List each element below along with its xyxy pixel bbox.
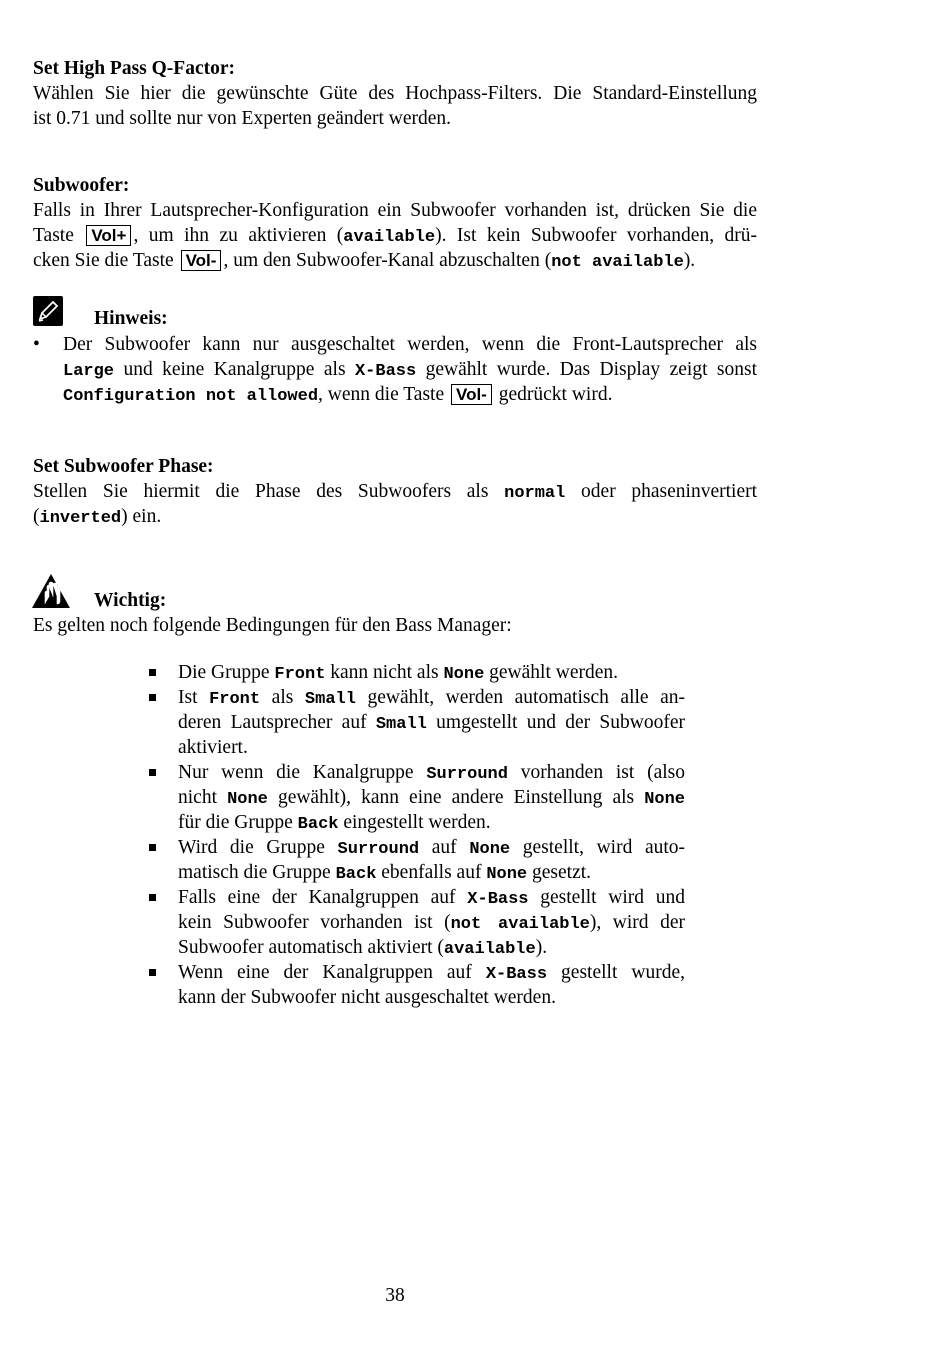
paragraph-subwoofer-phase [33,479,757,529]
text-line [178,760,685,785]
paragraph-high-pass-q [33,81,757,131]
text-line [178,835,685,860]
code-surround: Surround [426,765,508,784]
text: , um ihn zu aktivieren ( [133,225,344,246]
list-item [144,760,685,835]
text: gewählt wurde. Das Display zeigt sonst [425,359,758,380]
bullet-square-icon [149,669,156,676]
warning-hand-icon [31,573,71,609]
code-available: available [443,940,536,959]
code-normal: normal [504,484,566,503]
text-line [178,785,685,810]
section-high-pass-q [33,57,757,131]
text: gewählt), kann eine andere Einstellung als [277,787,635,808]
text: ) ein. [121,506,162,527]
text-line [33,479,757,504]
text: vorhanden ist (also [520,762,686,783]
list-item [144,885,685,960]
text-line [63,382,757,407]
text: ), wird der [589,912,686,933]
text: und keine Kanalgruppe als [123,359,346,380]
text-line [178,810,685,835]
code-back: Back [297,815,339,834]
code-none: None [469,840,511,859]
text: gewählt, werden automatisch alle an- [367,687,686,708]
bullet-square-icon [149,894,156,901]
text: kein Subwoofer vorhanden ist ( [178,912,451,933]
text-line: Der Subwoofer kann nur ausgeschaltet werden, wenn die Front-Lautsprecher als [63,334,757,355]
code-front: Front [274,665,326,684]
text-line [178,660,685,685]
code-x-bass: X-Bass [354,362,417,381]
text: cken Sie die Taste [33,250,174,271]
text: gewählt werden. [489,662,619,683]
bullet-square-icon [149,844,156,851]
text: ). [535,937,548,958]
text: für die Gruppe [178,812,293,833]
code-available: available [343,228,436,247]
text: oder phaseninvertiert [581,481,758,502]
vol-plus-key: Vol+ [86,225,131,246]
text: gedrückt wird. [498,384,613,405]
text-line: Wählen Sie hier die gewünschte Güte des Hochpass-Filters. Die Standard-Einstellung [33,83,757,104]
text-line [178,935,685,960]
code-small: Small [375,715,427,734]
list-item [144,960,685,1010]
wichtig-intro: Es gelten noch folgende Bedingungen für den Bass Manager: [33,615,512,636]
text: als [271,687,294,708]
text-line: aktiviert. [178,737,248,758]
text: umgestellt und der Subwoofer [436,712,685,733]
text: Wenn eine der Kanalgruppen auf [178,962,472,983]
text: kann nicht als [330,662,439,683]
text-line [178,960,685,985]
heading-high-pass-q: Set High Pass Q-Factor: [33,58,236,79]
text: ). Ist kein Subwoofer vorhanden, drü- [435,225,758,246]
code-inverted: inverted [39,509,122,528]
code-x-bass: X-Bass [467,890,529,909]
text: Stellen Sie hiermit die Phase des Subwoofers als [33,481,489,502]
heading-subwoofer-phase: Set Subwoofer Phase: [33,456,214,477]
text: gesetzt. [532,862,592,883]
pencil-note-icon [33,296,63,326]
heading-subwoofer: Subwoofer: [33,175,130,196]
code-none: None [644,790,686,809]
text: auf [431,837,457,858]
text-line [178,685,685,710]
text: Wird die Gruppe [178,837,325,858]
text: Ist [178,687,198,708]
paragraph-subwoofer [33,198,757,273]
list-item [144,685,685,760]
vol-minus-key: Vol- [181,250,222,271]
text: Falls eine der Kanalgruppen auf [178,887,456,908]
bullet-square-icon [149,769,156,776]
text-line [178,910,685,935]
hinweis-title: Hinweis: [94,308,168,329]
text-line: kann der Subwoofer nicht ausgeschaltet werden. [178,987,556,1008]
bullet-square-icon [149,969,156,976]
code-not-available: not available [551,253,684,272]
code-front: Front [209,690,261,709]
text-line [178,860,685,885]
text: ( [33,506,40,527]
text-line [33,248,757,273]
vol-minus-key: Vol- [451,384,492,405]
list-item [144,660,685,685]
code-configuration-not-allowed: Configuration not allowed [63,387,319,406]
hinweis-list [33,332,757,407]
text: ). [683,250,696,271]
text: gestellt wird und [540,887,686,908]
code-back: Back [335,865,377,884]
text: gestellt, wird auto- [522,837,686,858]
section-subwoofer [33,174,757,273]
text: Taste [33,225,74,246]
text: Die Gruppe [178,662,270,683]
code-small: Small [304,690,356,709]
bullet-dot: • [33,334,40,355]
text-line [33,504,757,529]
text: , wenn die Taste [318,384,445,405]
bullet-square-icon [149,694,156,701]
code-surround: Surround [337,840,420,859]
text-line [178,885,685,910]
code-none: None [486,865,528,884]
text: matisch die Gruppe [178,862,331,883]
page-number: 38 [385,1285,405,1306]
text-line: ist 0.71 und sollte nur von Experten geändert werden. [33,108,452,129]
text-line [33,223,757,248]
code-not-available: not available [450,915,590,934]
text: Subwoofer automatisch aktiviert ( [178,937,444,958]
text: ebenfalls auf [381,862,482,883]
code-large: Large [63,362,115,381]
text: deren Lautsprecher auf [178,712,367,733]
code-none: None [443,665,485,684]
list-item [144,835,685,885]
section-subwoofer-phase [33,455,757,529]
code-none: None [227,790,268,809]
code-x-bass: X-Bass [485,965,548,984]
wichtig-title: Wichtig: [94,590,167,611]
text: gestellt wurde, [561,962,685,983]
text: Nur wenn die Kanalgruppe [178,762,414,783]
text: eingestellt werden. [343,812,491,833]
text-line [178,710,685,735]
text-line: Falls in Ihrer Lautsprecher-Konfiguration ein Subwoofer vorhanden ist, drücken Sie die [33,200,757,221]
wichtig-bullet-list [144,660,685,1010]
text: nicht [178,787,217,808]
text-line [63,357,757,382]
hinweis-item [63,332,757,407]
text: , um den Subwoofer-Kanal abzuschalten ( [223,250,552,271]
